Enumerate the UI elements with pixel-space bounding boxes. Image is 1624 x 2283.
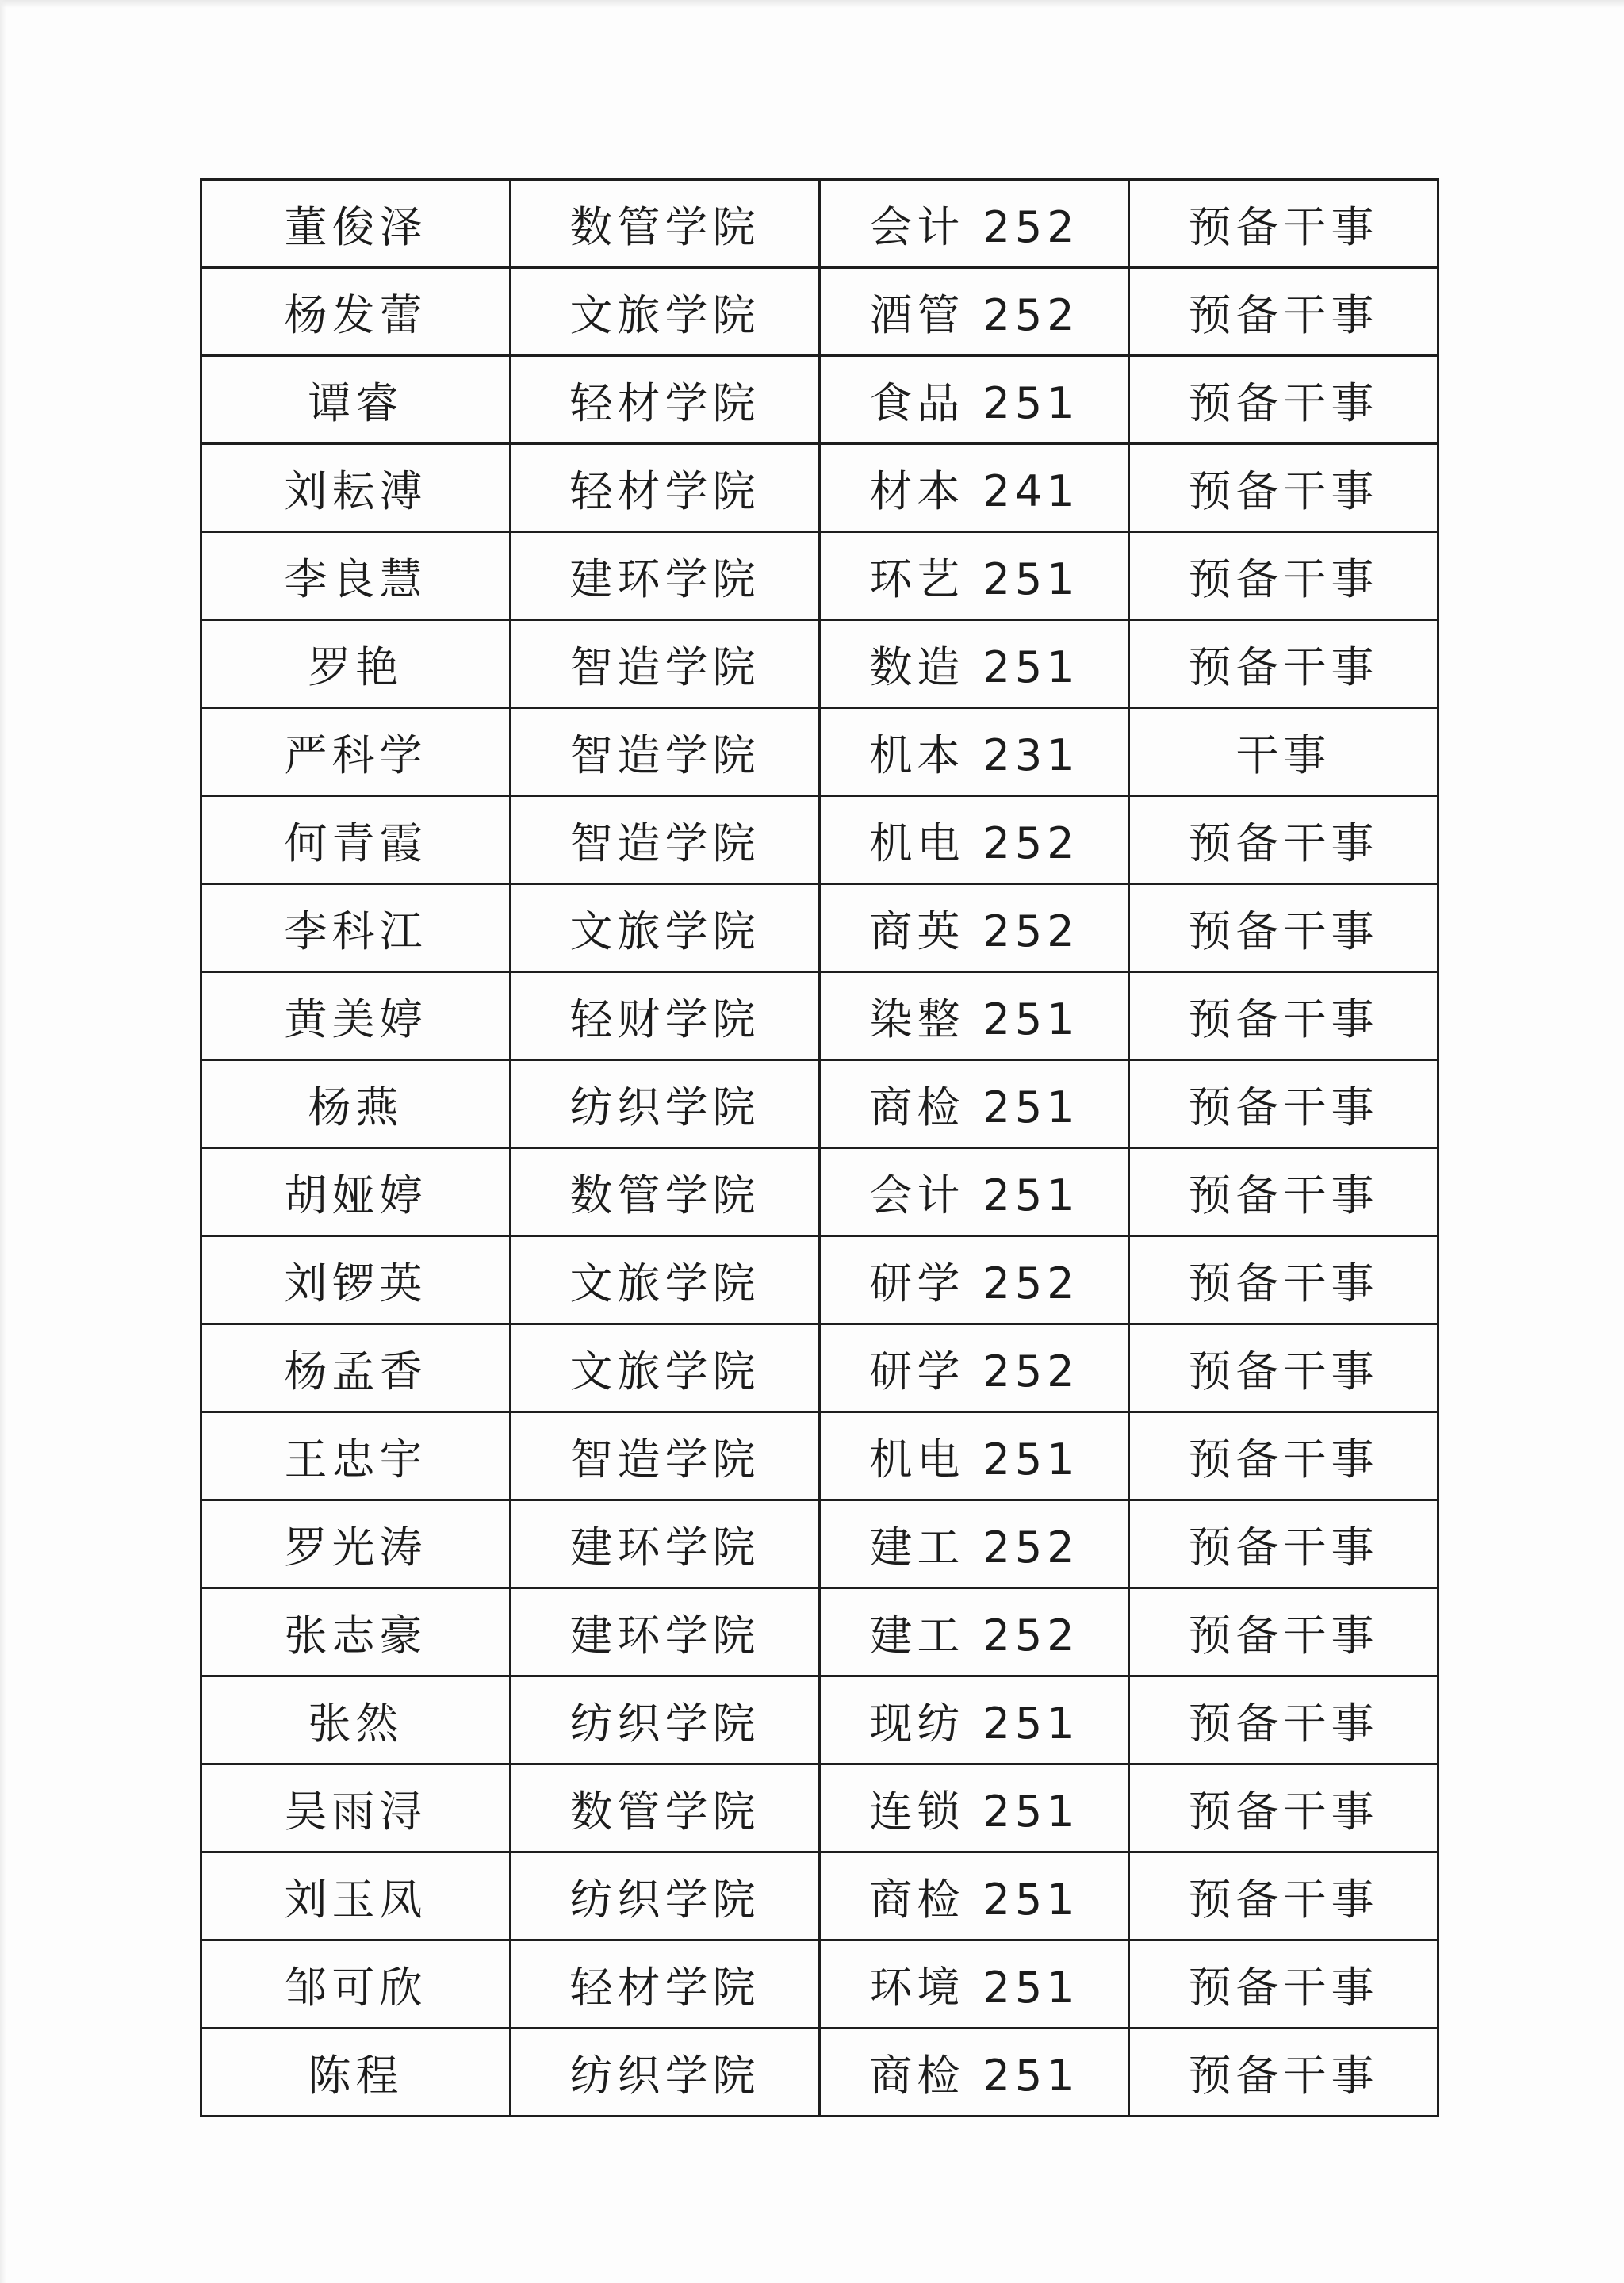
college-cell: 智造学院 [511, 620, 820, 708]
college-cell: 数管学院 [511, 180, 820, 268]
college-cell: 文旅学院 [511, 1236, 820, 1324]
class-cell: 现纺 251 [820, 1676, 1129, 1764]
member-name-cell: 刘锣英 [201, 1236, 511, 1324]
member-name-cell: 李科江 [201, 884, 511, 972]
class-cell: 商检 251 [820, 1852, 1129, 1940]
class-cell: 机电 251 [820, 1412, 1129, 1500]
role-cell: 预备干事 [1129, 1148, 1438, 1236]
class-cell: 研学 252 [820, 1324, 1129, 1412]
class-cell: 连锁 251 [820, 1764, 1129, 1852]
college-cell: 轻财学院 [511, 972, 820, 1060]
table-row [201, 708, 1438, 796]
member-name-cell: 黄美婷 [201, 972, 511, 1060]
roster-table-container [200, 178, 1437, 2117]
member-name-cell: 李良慧 [201, 532, 511, 620]
table-row [201, 1148, 1438, 1236]
member-name-cell: 谭睿 [201, 356, 511, 444]
member-name-cell: 刘耘溥 [201, 444, 511, 532]
member-name-cell: 杨发蕾 [201, 268, 511, 356]
role-cell: 预备干事 [1129, 1324, 1438, 1412]
class-cell: 机本 231 [820, 708, 1129, 796]
role-cell: 预备干事 [1129, 1940, 1438, 2028]
table-row [201, 620, 1438, 708]
role-cell: 预备干事 [1129, 1236, 1438, 1324]
role-cell: 预备干事 [1129, 1676, 1438, 1764]
table-row [201, 532, 1438, 620]
class-cell: 环艺 251 [820, 532, 1129, 620]
member-name-cell: 王忠宇 [201, 1412, 511, 1500]
college-cell: 数管学院 [511, 1764, 820, 1852]
college-cell: 数管学院 [511, 1148, 820, 1236]
roster-table-body [201, 180, 1438, 2116]
member-name-cell: 胡娅婷 [201, 1148, 511, 1236]
class-cell: 建工 252 [820, 1588, 1129, 1676]
college-cell: 纺织学院 [511, 2028, 820, 2116]
class-cell: 染整 251 [820, 972, 1129, 1060]
college-cell: 纺织学院 [511, 1676, 820, 1764]
class-cell: 环境 251 [820, 1940, 1129, 2028]
role-cell: 预备干事 [1129, 356, 1438, 444]
table-row [201, 972, 1438, 1060]
class-cell: 会计 251 [820, 1148, 1129, 1236]
college-cell: 建环学院 [511, 1500, 820, 1588]
class-cell: 酒管 252 [820, 268, 1129, 356]
table-row [201, 180, 1438, 268]
member-name-cell: 罗艳 [201, 620, 511, 708]
table-row [201, 1324, 1438, 1412]
scan-left-edge [0, 0, 6, 2283]
role-cell: 预备干事 [1129, 2028, 1438, 2116]
college-cell: 轻材学院 [511, 1940, 820, 2028]
class-cell: 材本 241 [820, 444, 1129, 532]
member-name-cell: 严科学 [201, 708, 511, 796]
table-row [201, 1412, 1438, 1500]
role-cell: 预备干事 [1129, 180, 1438, 268]
class-cell: 商检 251 [820, 2028, 1129, 2116]
role-cell: 干事 [1129, 708, 1438, 796]
college-cell: 建环学院 [511, 532, 820, 620]
table-row [201, 1060, 1438, 1148]
class-cell: 建工 252 [820, 1500, 1129, 1588]
table-row [201, 2028, 1438, 2116]
role-cell: 预备干事 [1129, 268, 1438, 356]
class-cell: 食品 251 [820, 356, 1129, 444]
member-name-cell: 杨燕 [201, 1060, 511, 1148]
member-name-cell: 刘玉凤 [201, 1852, 511, 1940]
member-name-cell: 张然 [201, 1676, 511, 1764]
member-name-cell: 吴雨浔 [201, 1764, 511, 1852]
role-cell: 预备干事 [1129, 1412, 1438, 1500]
table-row [201, 1764, 1438, 1852]
scan-top-edge [0, 0, 1624, 8]
role-cell: 预备干事 [1129, 1764, 1438, 1852]
role-cell: 预备干事 [1129, 1588, 1438, 1676]
class-cell: 机电 252 [820, 796, 1129, 884]
member-name-cell: 罗光涛 [201, 1500, 511, 1588]
role-cell: 预备干事 [1129, 620, 1438, 708]
college-cell: 轻材学院 [511, 356, 820, 444]
class-cell: 商英 252 [820, 884, 1129, 972]
college-cell: 纺织学院 [511, 1060, 820, 1148]
table-row [201, 444, 1438, 532]
role-cell: 预备干事 [1129, 884, 1438, 972]
role-cell: 预备干事 [1129, 796, 1438, 884]
table-row [201, 1500, 1438, 1588]
college-cell: 智造学院 [511, 796, 820, 884]
college-cell: 智造学院 [511, 1412, 820, 1500]
college-cell: 智造学院 [511, 708, 820, 796]
member-name-cell: 杨孟香 [201, 1324, 511, 1412]
class-cell: 数造 251 [820, 620, 1129, 708]
roster-table [200, 178, 1439, 2117]
class-cell: 会计 252 [820, 180, 1129, 268]
college-cell: 建环学院 [511, 1588, 820, 1676]
member-name-cell: 陈程 [201, 2028, 511, 2116]
college-cell: 轻材学院 [511, 444, 820, 532]
role-cell: 预备干事 [1129, 1500, 1438, 1588]
table-row [201, 1676, 1438, 1764]
table-row [201, 1852, 1438, 1940]
role-cell: 预备干事 [1129, 1852, 1438, 1940]
college-cell: 文旅学院 [511, 1324, 820, 1412]
role-cell: 预备干事 [1129, 532, 1438, 620]
table-row [201, 356, 1438, 444]
member-name-cell: 董俊泽 [201, 180, 511, 268]
table-row [201, 884, 1438, 972]
member-name-cell: 何青霞 [201, 796, 511, 884]
table-row [201, 1236, 1438, 1324]
role-cell: 预备干事 [1129, 972, 1438, 1060]
role-cell: 预备干事 [1129, 444, 1438, 532]
member-name-cell: 邹可欣 [201, 1940, 511, 2028]
college-cell: 文旅学院 [511, 268, 820, 356]
college-cell: 文旅学院 [511, 884, 820, 972]
table-row [201, 1588, 1438, 1676]
member-name-cell: 张志豪 [201, 1588, 511, 1676]
table-row [201, 268, 1438, 356]
class-cell: 商检 251 [820, 1060, 1129, 1148]
table-row [201, 1940, 1438, 2028]
college-cell: 纺织学院 [511, 1852, 820, 1940]
class-cell: 研学 252 [820, 1236, 1129, 1324]
role-cell: 预备干事 [1129, 1060, 1438, 1148]
table-row [201, 796, 1438, 884]
